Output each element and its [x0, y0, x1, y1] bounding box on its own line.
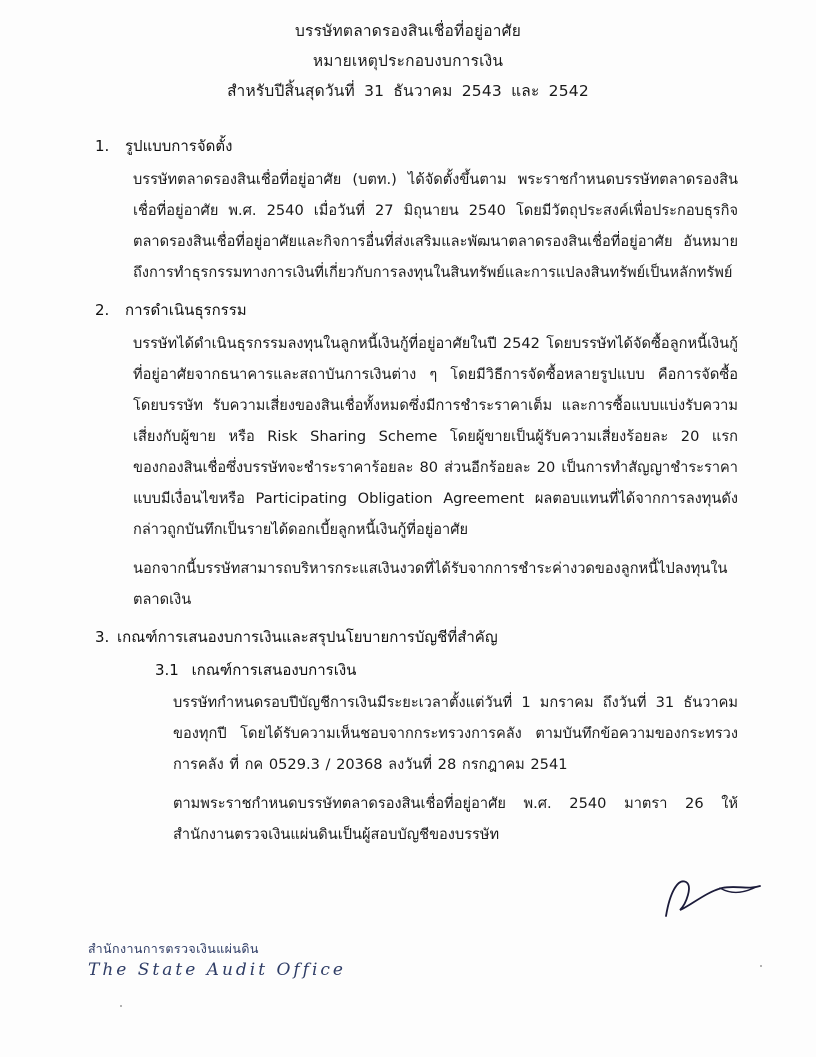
- section-3-title: เกณฑ์การเสนองบการเงินและสรุปนโยบายการบัญชีที่สำคัญ: [117, 628, 498, 646]
- section-2-heading: [95, 296, 738, 324]
- section-2-title: การดำเนินธุรกรรม: [125, 301, 247, 319]
- section-1-title: รูปแบบการจัดตั้ง: [125, 137, 233, 155]
- stamp-thai-text: สำนักงานการตรวจเงินแผ่นดิน: [88, 941, 259, 956]
- section-3: [95, 623, 738, 850]
- section-3-heading: [95, 623, 738, 651]
- header-line-period: สำหรับปีสิ้นสุดวันที่ 31 ธันวาคม 2543 และ 2542: [227, 82, 589, 100]
- stamp-english-text: The State Audit Office: [88, 960, 346, 980]
- section-2-paragraph-2: นอกจากนี้บรรษัทสามารถบริหารกระแสเงินงวดที่ได้รับจากการชำระค่างวดของลูกหนี้ไปลงทุนในตลาดเงิน: [133, 560, 728, 608]
- subsection-3-1-title: เกณฑ์การเสนองบการเงิน: [191, 661, 357, 679]
- subsection-3-1-paragraph-2: ตามพระราชกำหนดบรรษัทตลาดรองสินเชื่อที่อยู่อาศัย พ.ศ. 2540 มาตรา 26 ให้สำนักงานตรวจเงินแผ่นดินเป็นผู้สอบบัญชีของบรรษัท: [173, 795, 738, 843]
- audit-office-stamp: [88, 940, 408, 980]
- section-2-number: 2.: [95, 301, 110, 319]
- section-1-number: 1.: [95, 137, 110, 155]
- document-header: [0, 0, 816, 106]
- section-1-heading: [95, 132, 738, 160]
- section-3-number: 3.: [95, 628, 110, 646]
- subsection-3-1-paragraph-1: บรรษัทกำหนดรอบปีบัญชีการเงินมีระยะเวลาตั้งแต่วันที่ 1 มกราคม ถึงวันที่ 31 ธันวาคมของทุกปี โดยได้รับความเห็นชอบจากกระทรวงการคลัง ตามบันทึกข้อความของกระทรวงการคลัง ที่ กค 0529.3 / 20368 ลงวันที่ 28 กรกฎาคม 2541: [173, 694, 738, 773]
- header-line-organization: บรรษัทตลาดรองสินเชื่อที่อยู่อาศัย: [295, 22, 521, 40]
- subsection-3-1-number: 3.1: [155, 661, 179, 679]
- section-1: [95, 132, 738, 288]
- document-body: [0, 106, 816, 850]
- section-1-paragraph-1: บรรษัทตลาดรองสินเชื่อที่อยู่อาศัย (บตท.) ได้จัดตั้งขึ้นตาม พระราชกำหนดบรรษัทตลาดรองสินเชื่อที่อยู่อาศัย พ.ศ. 2540 เมื่อวันที่ 27 มิถุนายน 2540 โดยมีวัตถุประสงค์เพื่อประกอบธุรกิจตลาดรองสินเชื่อที่อยู่อาศัยและกิจการอื่นที่ส่งเสริมและพัฒนาตลาดรองสินเชื่อที่อยู่อาศัย อันหมายถึงการทำธุรกรรมทางการเงินที่เกี่ยวกับการลงทุนในสินทรัพย์และการแปลงสินทรัพย์เป็นหลักทรัพย์: [133, 171, 738, 281]
- page-speck: [760, 965, 762, 967]
- page-speck: [120, 1005, 122, 1007]
- section-2-paragraph-1: บรรษัทได้ดำเนินธุรกรรมลงทุนในลูกหนี้เงินกู้ที่อยู่อาศัยในปี 2542 โดยบรรษัทได้จัดซื้อลูกหนี้เงินกู้ที่อยู่อาศัยจากธนาคารและสถาบันการเงินต่าง ๆ โดยมีวิธีการจัดซื้อหลายรูปแบบ คือการจัดซื้อโดยบรรษัท รับความเสี่ยงของสินเชื่อทั้งหมดซึ่งมีการชำระราคาเต็ม และการซื้อแบบแบ่งรับความเสี่ยงกับผู้ขาย หรือ Risk Sharing Scheme โดยผู้ขายเป็นผู้รับความเสี่ยงร้อยละ 20 แรกของกองสินเชื่อซึ่งบรรษัทจะชำระราคาร้อยละ 80 ส่วนอีกร้อยละ 20 เป็นการทำสัญญาชำระราคาแบบมีเงื่อนไขหรือ Participating Obligation Agreement ผลตอบแทนที่ได้จากการลงทุนดังกล่าวถูกบันทึกเป็นรายได้ดอกเบี้ยลูกหนี้เงินกู้ที่อยู่อาศัย: [133, 335, 738, 538]
- signature-mark: [660, 872, 780, 922]
- subsection-3-1-heading: [95, 655, 738, 685]
- section-2: [95, 296, 738, 615]
- header-line-title: หมายเหตุประกอบงบการเงิน: [312, 52, 504, 70]
